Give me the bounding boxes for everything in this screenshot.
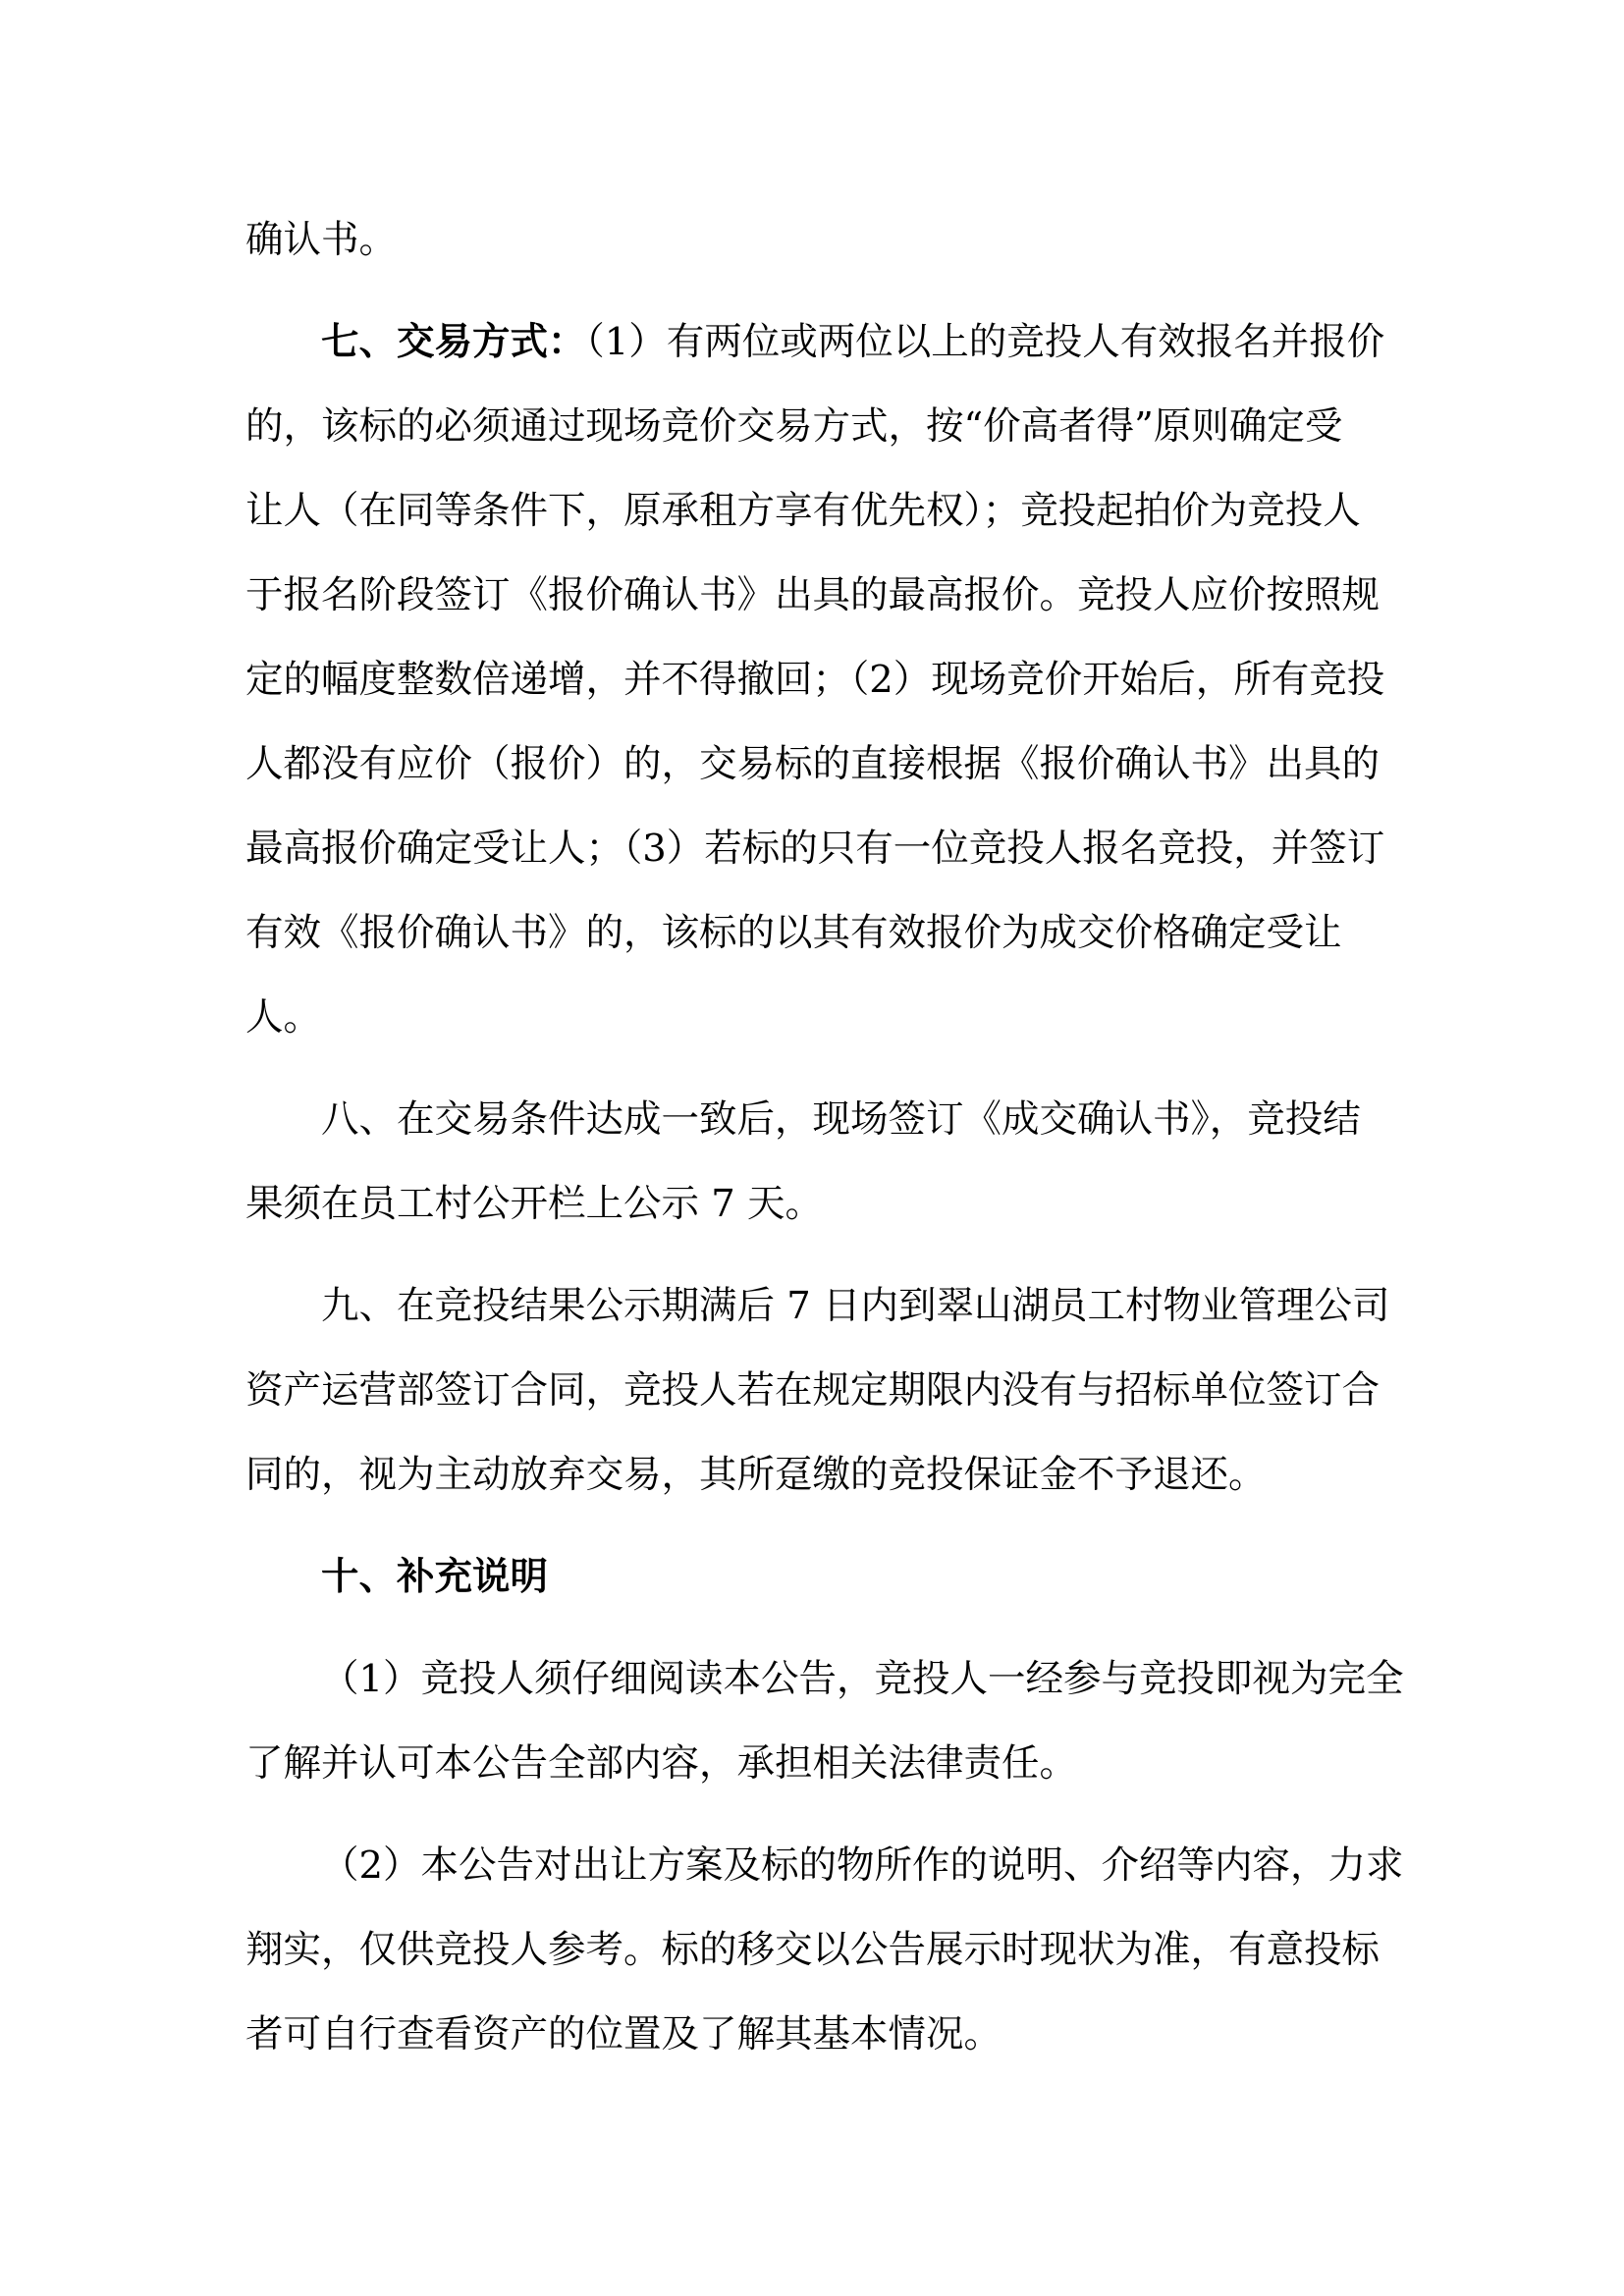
text-line: 定的幅度整数倍递增，并不得撤回；（2）现场竞价开始后，所有竞投 (245, 658, 1385, 702)
text-line: 同的，视为主动放弃交易，其所趸缴的竞投保证金不予退还。 (245, 1453, 1267, 1497)
text-line: （2）本公告对出让方案及标的物所作的说明、介绍等内容，力求 (321, 1843, 1404, 1888)
text-line (245, 300, 1384, 385)
text-line: 的，该标的必须通过现场竞价交易方式，按“价高者得”原则确定受 (245, 404, 1343, 449)
text-line: 确认书。 (245, 218, 398, 262)
para-section-7-trade-method (245, 300, 1384, 1060)
page-content (245, 198, 1404, 2077)
para-note-1 (245, 1637, 1404, 1806)
section-7-label: 七、交易方式： (321, 320, 586, 364)
text-line: 九、在竞投结果公示期满后 7 日内到翠山湖员工村物业管理公司 (321, 1284, 1390, 1328)
para-note-2 (245, 1824, 1404, 2077)
text-run: （1）有两位或两位以上的竞投人有效报名并报价 (585, 320, 1385, 364)
text-line: 于报名阶段签订《报价确认书》出具的最高报价。竞投人应价按照规 (245, 573, 1380, 617)
text-line: 者可自行查看资产的位置及了解其基本情况。 (245, 2012, 1002, 2056)
text-line: 果须在员工村公开栏上公示 7 天。 (245, 1182, 823, 1226)
section-10-heading: 十、补充说明 (321, 1555, 549, 1599)
para-section-10-heading (245, 1535, 1384, 1620)
text-line: 了解并认可本公告全部内容，承担相关法律责任。 (245, 1741, 1078, 1786)
text-line: 人。 (245, 995, 322, 1040)
para-continuation (245, 198, 1384, 283)
text-line: 八、在交易条件达成一致后，现场签订《成交确认书》，竞投结 (321, 1097, 1361, 1142)
text-line: 最高报价确定受让人；（3）若标的只有一位竞投人报名竞投，并签订 (245, 827, 1385, 871)
text-line: 人都没有应价（报价）的，交易标的直接根据《报价确认书》出具的 (245, 742, 1380, 786)
text-line: 翔实，仅供竞投人参考。标的移交以公告展示时现状为准，有意投标 (245, 1928, 1380, 1972)
para-section-8 (245, 1078, 1384, 1247)
text-line: （1）竞投人须仔细阅读本公告，竞投人一经参与竞投即视为完全 (321, 1657, 1404, 1701)
text-line: 资产运营部签订合同，竞投人若在规定期限内没有与招标单位签订合 (245, 1368, 1380, 1413)
para-section-9 (245, 1264, 1390, 1518)
text-line: 有效《报价确认书》的，该标的以其有效报价为成交价格确定受让 (245, 911, 1342, 955)
text-line: 让人（在同等条件下，原承租方享有优先权）；竞投起拍价为竞投人 (245, 489, 1361, 533)
